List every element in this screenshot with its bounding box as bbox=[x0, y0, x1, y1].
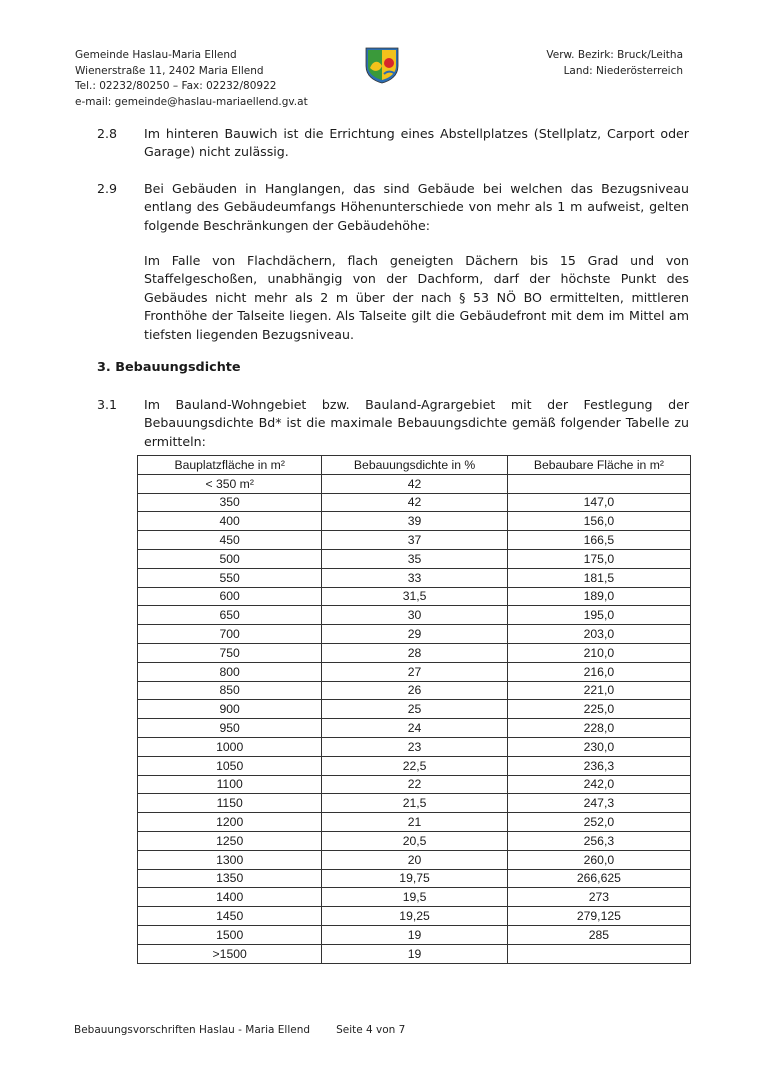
table-cell: 266,625 bbox=[507, 869, 690, 888]
table-cell: 19,5 bbox=[322, 888, 507, 907]
table-cell: 225,0 bbox=[507, 700, 690, 719]
table-cell: 1300 bbox=[138, 850, 322, 869]
table-header-row bbox=[138, 456, 691, 475]
table-cell: 400 bbox=[138, 512, 322, 531]
table-cell: 1400 bbox=[138, 888, 322, 907]
table-cell: 37 bbox=[322, 531, 507, 550]
table-row bbox=[138, 474, 691, 493]
table-cell: 450 bbox=[138, 531, 322, 550]
table-row bbox=[138, 907, 691, 926]
table-cell: 28 bbox=[322, 643, 507, 662]
table-cell: 1500 bbox=[138, 925, 322, 944]
table-cell: 700 bbox=[138, 625, 322, 644]
column-header: Bebaubare Fläche in m² bbox=[507, 456, 690, 475]
table-cell bbox=[507, 944, 690, 963]
table-cell: 30 bbox=[322, 606, 507, 625]
table-cell: 19,25 bbox=[322, 907, 507, 926]
table-row bbox=[138, 568, 691, 587]
table-cell: 285 bbox=[507, 925, 690, 944]
table-cell: 22 bbox=[322, 775, 507, 794]
section-number: 2.9 bbox=[97, 181, 118, 196]
table-row bbox=[138, 549, 691, 568]
table-cell: 900 bbox=[138, 700, 322, 719]
table-row bbox=[138, 775, 691, 794]
municipality-name: Gemeinde Haslau-Maria Ellend bbox=[75, 49, 237, 61]
table-cell: 42 bbox=[322, 493, 507, 512]
table-row bbox=[138, 719, 691, 738]
page-number: Seite 4 von 7 bbox=[336, 1024, 406, 1036]
table-cell: 1350 bbox=[138, 869, 322, 888]
table-cell: 31,5 bbox=[322, 587, 507, 606]
table-cell: 800 bbox=[138, 662, 322, 681]
table-cell: 35 bbox=[322, 549, 507, 568]
table-cell: 19,75 bbox=[322, 869, 507, 888]
table-cell: 22,5 bbox=[322, 756, 507, 775]
table-cell: 195,0 bbox=[507, 606, 690, 625]
table-cell: 21,5 bbox=[322, 794, 507, 813]
table-cell: 20,5 bbox=[322, 831, 507, 850]
table-cell: 20 bbox=[322, 850, 507, 869]
table-cell: 33 bbox=[322, 568, 507, 587]
table-cell: 189,0 bbox=[507, 587, 690, 606]
table-row bbox=[138, 493, 691, 512]
table-cell: 1100 bbox=[138, 775, 322, 794]
table-row bbox=[138, 700, 691, 719]
section-number: 3.1 bbox=[97, 397, 118, 412]
table-row bbox=[138, 587, 691, 606]
table-cell: 181,5 bbox=[507, 568, 690, 587]
column-header: Bauplatzfläche in m² bbox=[138, 456, 322, 475]
table-cell: 216,0 bbox=[507, 662, 690, 681]
table-cell: 850 bbox=[138, 681, 322, 700]
table-row bbox=[138, 869, 691, 888]
table-cell: 19 bbox=[322, 925, 507, 944]
table-cell: 260,0 bbox=[507, 850, 690, 869]
municipality-email: e-mail: gemeinde@haslau-mariaellend.gv.at bbox=[75, 95, 308, 108]
table-cell: 236,3 bbox=[507, 756, 690, 775]
table-cell: 242,0 bbox=[507, 775, 690, 794]
letterhead-region bbox=[546, 48, 683, 79]
table-row bbox=[138, 925, 691, 944]
table-row bbox=[138, 794, 691, 813]
table-row bbox=[138, 662, 691, 681]
table-cell: 26 bbox=[322, 681, 507, 700]
table-row bbox=[138, 531, 691, 550]
table-cell bbox=[507, 474, 690, 493]
table-cell: 166,5 bbox=[507, 531, 690, 550]
table-row bbox=[138, 813, 691, 832]
table-cell: 950 bbox=[138, 719, 322, 738]
table-cell: 600 bbox=[138, 587, 322, 606]
table-cell: 1150 bbox=[138, 794, 322, 813]
section-2-9-text: Bei Gebäuden in Hanglangen, das sind Gebäude bei welchen das Bezugsniveau entlang des Gebäudeumfangs Höhenunterschiede von mehr als 1 m aufweist, gelten folgende Beschränkungen der Gebäudehöhe: bbox=[144, 181, 689, 233]
table-cell: < 350 m² bbox=[138, 474, 322, 493]
table-cell: 23 bbox=[322, 737, 507, 756]
table-cell: 650 bbox=[138, 606, 322, 625]
column-header: Bebauungsdichte in % bbox=[322, 456, 507, 475]
table-cell: 147,0 bbox=[507, 493, 690, 512]
page-footer bbox=[74, 1024, 405, 1036]
table-cell: 1250 bbox=[138, 831, 322, 850]
table-row bbox=[138, 831, 691, 850]
density-table bbox=[137, 455, 691, 964]
district-label: Verw. Bezirk: Bruck/Leitha bbox=[546, 49, 683, 61]
table-cell: 500 bbox=[138, 549, 322, 568]
table-cell: 750 bbox=[138, 643, 322, 662]
table-cell: 19 bbox=[322, 944, 507, 963]
table-row bbox=[138, 888, 691, 907]
table-cell: 228,0 bbox=[507, 719, 690, 738]
table-cell: >1500 bbox=[138, 944, 322, 963]
table-row bbox=[138, 625, 691, 644]
table-row bbox=[138, 606, 691, 625]
table-cell: 27 bbox=[322, 662, 507, 681]
municipality-street: Wienerstraße 11, 2402 Maria Ellend bbox=[75, 64, 264, 77]
coat-of-arms-icon bbox=[363, 46, 401, 84]
table-cell: 175,0 bbox=[507, 549, 690, 568]
section-number: 2.8 bbox=[97, 126, 118, 141]
section-3-1-text: Im Bauland-Wohngebiet bzw. Bauland-Agrargebiet mit der Festlegung der Bebauungsdichte Bd* ist die maximale Bebauungsdichte gemäß folgender Tabelle zu ermitteln: bbox=[144, 397, 689, 449]
table-row bbox=[138, 681, 691, 700]
table-cell: 550 bbox=[138, 568, 322, 587]
table-cell: 39 bbox=[322, 512, 507, 531]
table-cell: 42 bbox=[322, 474, 507, 493]
table-cell: 221,0 bbox=[507, 681, 690, 700]
table-row bbox=[138, 756, 691, 775]
table-cell: 273 bbox=[507, 888, 690, 907]
table-cell: 252,0 bbox=[507, 813, 690, 832]
table-row bbox=[138, 512, 691, 531]
table-row bbox=[138, 850, 691, 869]
table-cell: 1450 bbox=[138, 907, 322, 926]
table-row bbox=[138, 643, 691, 662]
table-cell: 256,3 bbox=[507, 831, 690, 850]
section-2-9-text-detail: Im Falle von Flachdächern, flach geneigten Dächern bis 15 Grad und von Staffelgeschoßen, unabhängig von der Dachform, darf der höchste Punkt des Gebäudes nicht mehr als 2 m über der nach § 53 NÖ BO ermittelten, mittleren Fronthöhe der Talseite liegen. Als Talseite gilt die Gebäudefront mit dem im Mittel am tiefsten liegenden Bezugsniveau. bbox=[144, 253, 689, 342]
table-cell: 210,0 bbox=[507, 643, 690, 662]
table-cell: 156,0 bbox=[507, 512, 690, 531]
table-cell: 350 bbox=[138, 493, 322, 512]
table-cell: 1200 bbox=[138, 813, 322, 832]
table-cell: 247,3 bbox=[507, 794, 690, 813]
table-cell: 24 bbox=[322, 719, 507, 738]
municipality-phone: Tel.: 02232/80250 – Fax: 02232/80922 bbox=[75, 80, 277, 92]
table-cell: 1000 bbox=[138, 737, 322, 756]
table-cell: 203,0 bbox=[507, 625, 690, 644]
section-2-8-text: Im hinteren Bauwich ist die Errichtung eines Abstellplatzes (Stellplatz, Carport oder Garage) nicht zulässig. bbox=[144, 126, 689, 160]
footer-title: Bebauungsvorschriften Haslau - Maria Ellend bbox=[74, 1024, 311, 1036]
table-cell: 25 bbox=[322, 700, 507, 719]
section-heading: 3. Bebauungsdichte bbox=[97, 360, 241, 375]
table-cell: 279,125 bbox=[507, 907, 690, 926]
table-cell: 21 bbox=[322, 813, 507, 832]
table-cell: 1050 bbox=[138, 756, 322, 775]
table-row bbox=[138, 944, 691, 963]
table-cell: 29 bbox=[322, 625, 507, 644]
state-label: Land: Niederösterreich bbox=[563, 64, 683, 77]
table-cell: 230,0 bbox=[507, 737, 690, 756]
table-row bbox=[138, 737, 691, 756]
letterhead-address bbox=[75, 48, 308, 110]
